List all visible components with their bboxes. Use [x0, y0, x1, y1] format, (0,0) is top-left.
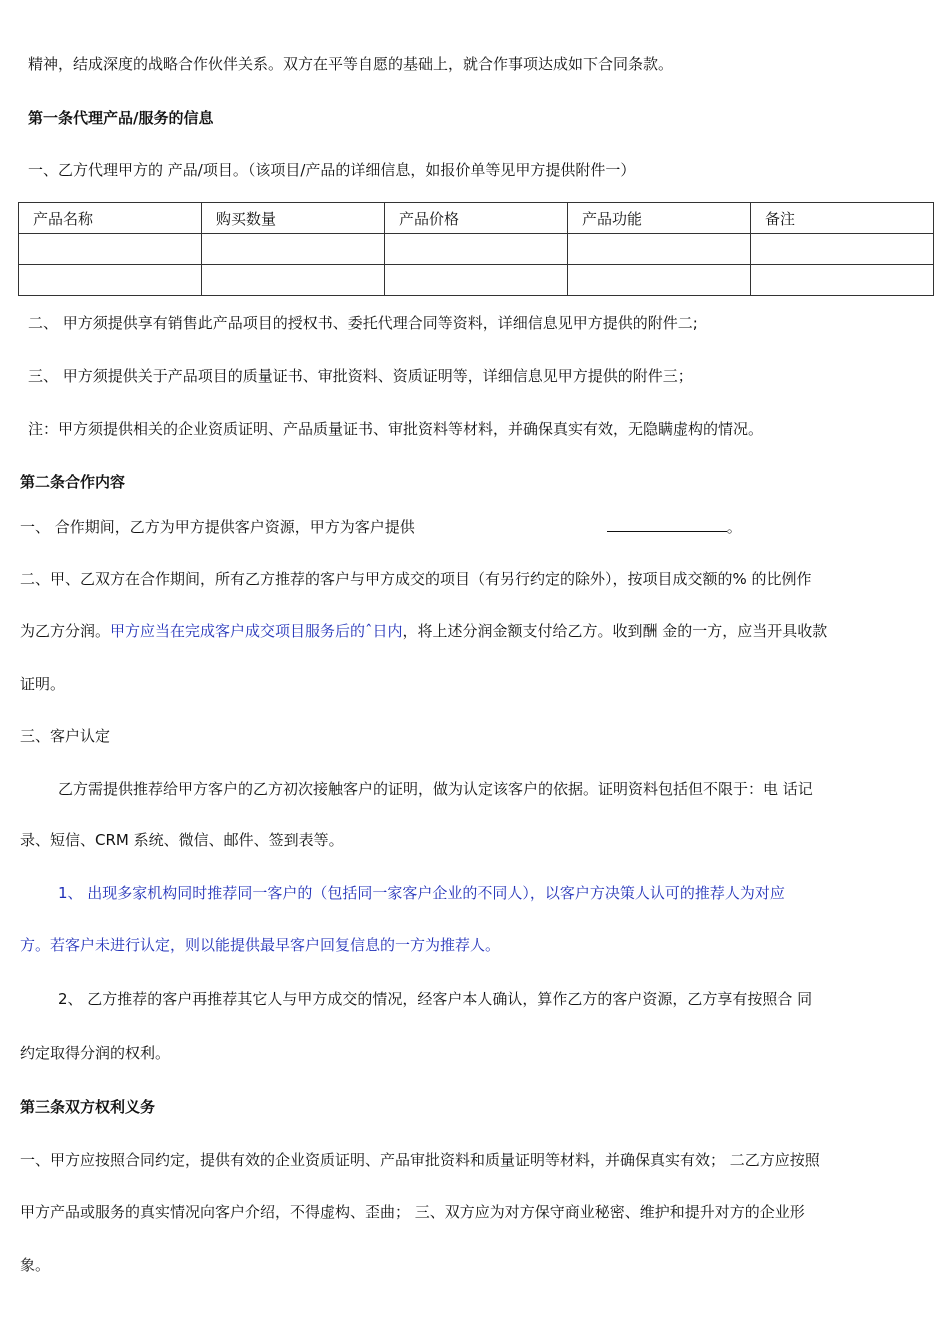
article3-line2: 甲方产品或服务的真实情况向客户介绍，不得虚构、歪曲； 三、双方应为对方保守商业秘密、维护和提升对方的企业形: [20, 1203, 805, 1221]
fill-in-blank: [607, 516, 727, 532]
article1-title: 第一条代理产品/服务的信息: [28, 109, 214, 127]
article3-title: 第三条双方权利义务: [20, 1098, 156, 1116]
header-quantity: 购买数量: [202, 203, 385, 234]
table-cell: [202, 234, 385, 265]
article2-item3-p1-line2: 录、短信、CRM 系统、微信、邮件、签到表等。: [20, 831, 344, 849]
article3-line1: 一、甲方应按照合同约定，提供有效的企业资质证明、产品审批资料和质量证明等材料，并确保真实有效； 二乙方应按照: [20, 1151, 820, 1169]
article2-item3-sub1-line2: 方。若客户未进行认定，则以能提供最早客户回复信息的一方为推荐人。: [20, 936, 501, 954]
article2-item2-payment-deadline: 甲方应当在完成客户成交项目服务后的ˆ日内: [110, 622, 403, 640]
article2-item1: [20, 516, 742, 537]
table-cell: [385, 234, 568, 265]
article2-item3-title: 三、客户认定: [20, 727, 111, 745]
table-cell: [751, 265, 934, 296]
article2-item3-sub2-line2: 约定取得分润的权利。: [20, 1044, 171, 1062]
article1-note: 注：甲方须提供相关的企业资质证明、产品质量证书、审批资料等材料，并确保真实有效，无隐瞒虚构的情况。: [28, 420, 764, 438]
article1-item1: 一、乙方代理甲方的 产品/项目。（该项目/产品的详细信息，如报价单等见甲方提供附件一）: [28, 161, 636, 179]
table-cell: [568, 265, 751, 296]
product-table: [18, 202, 934, 296]
article2-item2-line2: [20, 621, 827, 641]
header-function: 产品功能: [568, 203, 751, 234]
table-cell: [202, 265, 385, 296]
intro-tail-text: 精神，结成深度的战略合作伙伴关系。双方在平等自愿的基础上，就合作事项达成如下合同条款。: [28, 55, 674, 73]
header-remark: 备注: [751, 203, 934, 234]
article2-item1-end: 。: [726, 518, 742, 536]
article3-line3: 象。: [20, 1256, 51, 1274]
article2-item1-text: 一、 合作期间，乙方为甲方提供客户资源，甲方为客户提供: [20, 518, 415, 536]
article1-item3: 三、 甲方须提供关于产品项目的质量证书、审批资料、资质证明等，详细信息见甲方提供的附件三；: [28, 367, 693, 385]
header-price: 产品价格: [385, 203, 568, 234]
table-cell: [568, 234, 751, 265]
article2-item2-line3: 证明。: [20, 675, 66, 693]
header-product-name: 产品名称: [19, 203, 202, 234]
table-cell: [385, 265, 568, 296]
table-row: [19, 234, 934, 265]
table-row: [19, 265, 934, 296]
table-cell: [19, 234, 202, 265]
product-table-header-row: [19, 203, 934, 234]
article2-title: 第二条合作内容: [20, 473, 126, 491]
article2-item3-sub2-line1: 2、 乙方推荐的客户再推荐其它人与甲方成交的情况，经客户本人确认，算作乙方的客户资源，乙方享有按照合 同: [58, 990, 813, 1008]
article2-item2-part-a: 为乙方分润。: [20, 622, 111, 640]
article2-item3-p1-line1: 乙方需提供推荐给甲方客户的乙方初次接触客户的证明，做为认定该客户的依据。证明资料包括但不限于：电 话记: [58, 780, 813, 798]
article2-item2-line1: 二、甲、乙双方在合作期间，所有乙方推荐的客户与甲方成交的项目（有另行约定的除外），按项目成交额的% 的比例作: [20, 570, 812, 588]
article1-item2: 二、 甲方须提供享有销售此产品项目的授权书、委托代理合同等资料，详细信息见甲方提供的附件二;: [28, 314, 698, 332]
article2-item2-part-c: ，将上述分润金额支付给乙方。收到酬 金的一方，应当开具收款: [402, 622, 828, 640]
article2-item3-sub1-line1: 1、 出现多家机构同时推荐同一客户的（包括同一家客户企业的不同人），以客户方决策人认可的推荐人为对应: [58, 884, 785, 902]
table-cell: [19, 265, 202, 296]
table-cell: [751, 234, 934, 265]
